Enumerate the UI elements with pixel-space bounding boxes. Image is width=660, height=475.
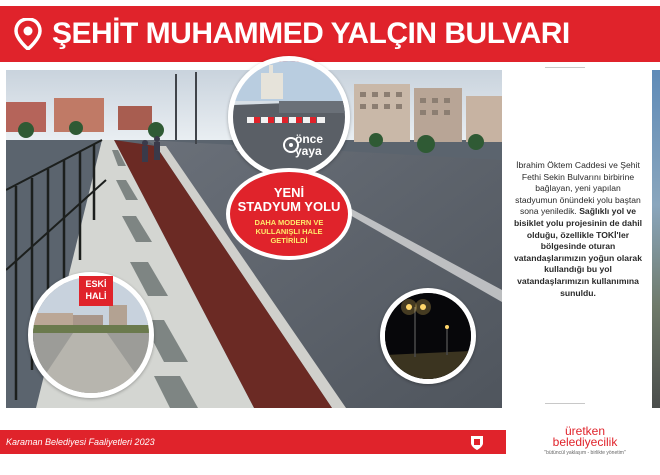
new-badge-sub: DAHA MODERN VE KULLANIŞLI HALE GETİRİLDİ (254, 218, 324, 245)
new-badge-line1: YENİ (273, 185, 305, 200)
brand-word2: belediyecilik (552, 435, 618, 449)
brand-word1: üretken (564, 424, 606, 438)
road-marking-text (295, 133, 323, 157)
new-badge-line2: STADYUM YOLU (237, 199, 341, 214)
page-title: ŞEHİT MUHAMMED YALÇIN BULVARI (52, 17, 570, 50)
new-road-badge (226, 168, 352, 260)
night-illustration (385, 293, 471, 379)
divider-bottom (545, 403, 585, 404)
crossing-photo (228, 56, 350, 178)
road-marking-line2: yaya (295, 144, 322, 158)
road-marking-line1: önce (295, 132, 324, 146)
footer-text: Karaman Belediyesi Faaliyetleri 2023 (6, 437, 155, 447)
footer-bar (0, 430, 506, 454)
adjacent-photo-edge (652, 70, 660, 408)
divider-top (545, 67, 585, 68)
header-bar (0, 6, 660, 62)
old-badge-line2: HALİ (85, 291, 107, 301)
description-regular: İbrahim Öktem Caddesi ve Şehit Fethi Sekin Bulvarını birbirine bağlayan, yeni yapılan stadyumun önündeki yolu baştan sona yeniledik. (515, 160, 641, 217)
old-badge-line1: ESKİ (85, 279, 107, 289)
brand-logo (520, 426, 650, 456)
location-pin-icon (14, 18, 42, 50)
municipality-emblem-icon (468, 433, 486, 451)
old-state-badge (79, 276, 113, 306)
brand-tagline: "bütüncül yaklaşım - birlikte yönetim" (544, 450, 626, 456)
crossing-illustration (233, 61, 345, 173)
description-text (514, 160, 642, 299)
night-lighting-photo (380, 288, 476, 384)
description-bold: Sağlıklı yol ve bisiklet yolu projesinin de dahil olduğu, özellikle TOKİ'ler bölgesinde oturan vatandaşlarımızın yoğun olarak kullandığı bu yol vatandaşlarımızın kullanımına sunuldu. (514, 206, 642, 298)
